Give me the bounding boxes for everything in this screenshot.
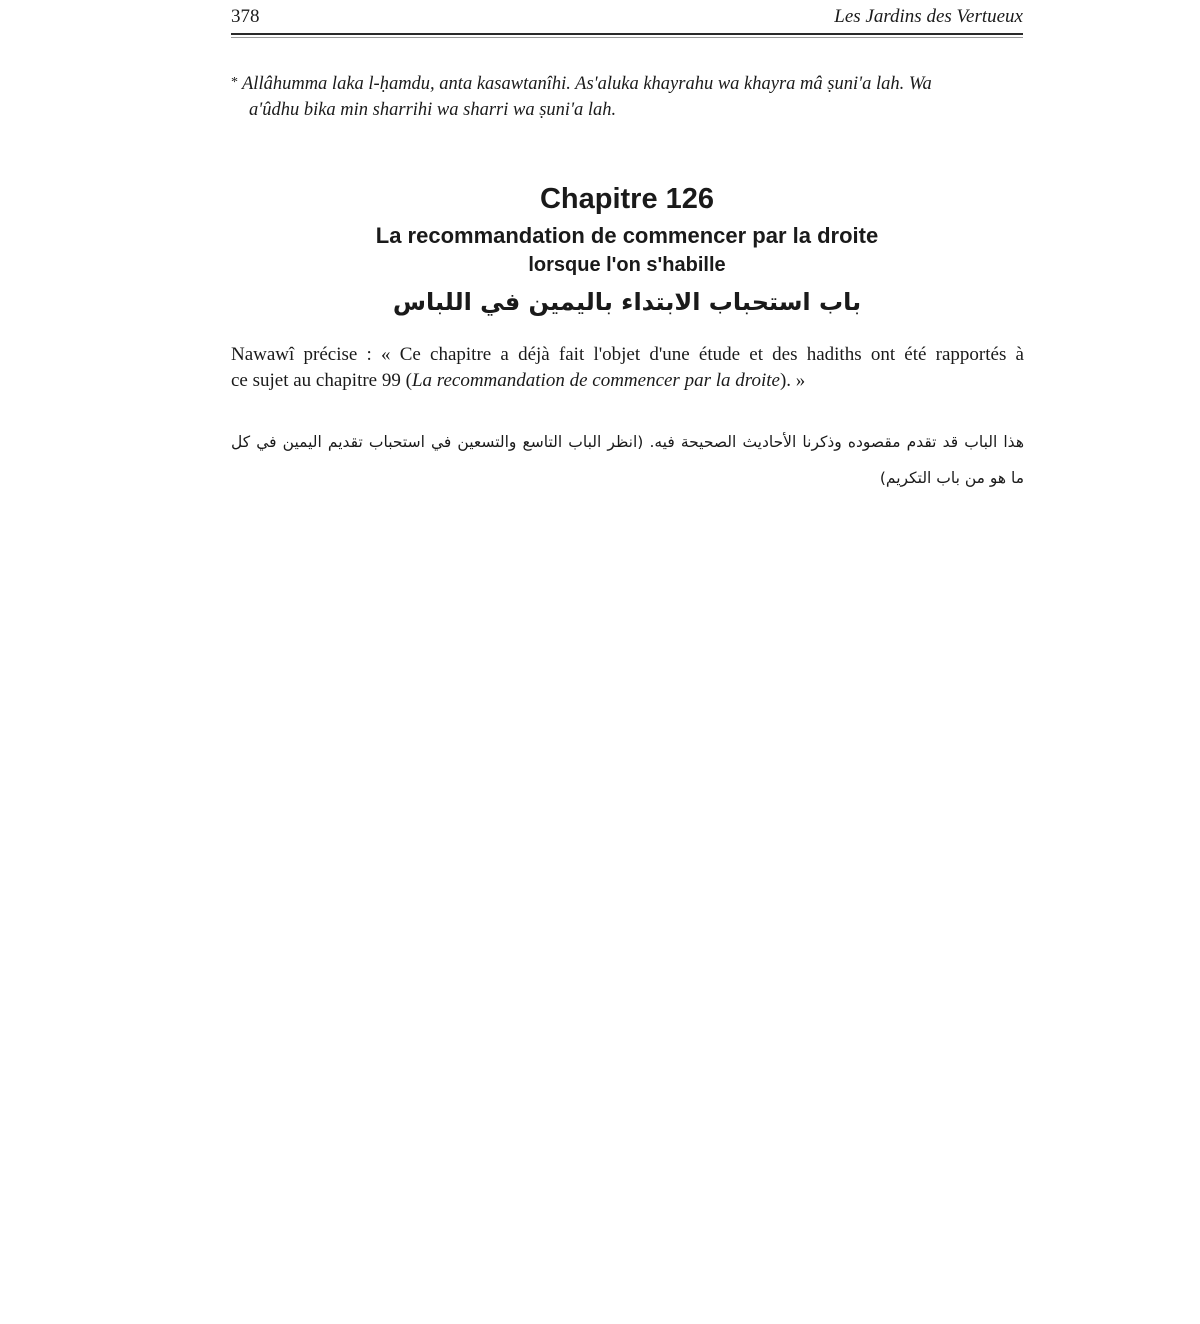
chapter-heading xyxy=(231,178,1023,320)
chapter-number: Chapitre 126 xyxy=(539,183,715,215)
chapter-title-arabic: باب استحباب الابتداء باليمين في اللباس xyxy=(392,288,862,316)
running-title: Les Jardins des Vertueux xyxy=(834,6,1023,27)
body-line-2-start: ce sujet au chapitre 99 ( xyxy=(231,370,412,391)
chapter-title-line-1: La recommandation de commencer par la droite xyxy=(375,223,879,248)
arabic-line-2: ما هو من باب التكريم) xyxy=(879,469,1024,487)
running-header xyxy=(231,4,1023,32)
body-line-1: Nawawî précise : « Ce chapitre a déjà fait l'objet d'une étude et des hadiths ont été rapportés à xyxy=(231,344,1024,365)
arabic-paragraph xyxy=(231,424,1024,496)
footnote-line-2: a'ûdhu bika min sharrihi wa sharri wa ṣuni'a lah. xyxy=(249,100,617,120)
body-paragraph xyxy=(231,342,1024,394)
page-number: 378 xyxy=(231,6,260,27)
header-rule xyxy=(231,33,1023,35)
footnote xyxy=(231,70,1024,123)
footnote-text-1: Allâhumma laka l-ḥamdu, anta kasawtanîhi. As'aluka khayrahu wa khayra mâ ṣuni'a lah. Wa xyxy=(242,74,932,94)
footnote-marker: * xyxy=(231,75,238,90)
header-rule-thin xyxy=(231,37,1023,38)
chapter-title-line-2: lorsque l'on s'habille xyxy=(528,254,726,276)
arabic-line-1: هذا الباب قد تقدم مقصوده وذكرنا الأحاديث الصحيحة فيه. (انظر الباب التاسع والتسعين في استحباب تقديم اليمين في كل xyxy=(231,433,1024,451)
body-line-2 xyxy=(231,368,1024,394)
body-line-2-end: ). » xyxy=(779,370,806,391)
body-line-2-italic: La recommandation de commencer par la droite xyxy=(411,370,780,391)
footnote-line-1 xyxy=(231,70,1024,97)
